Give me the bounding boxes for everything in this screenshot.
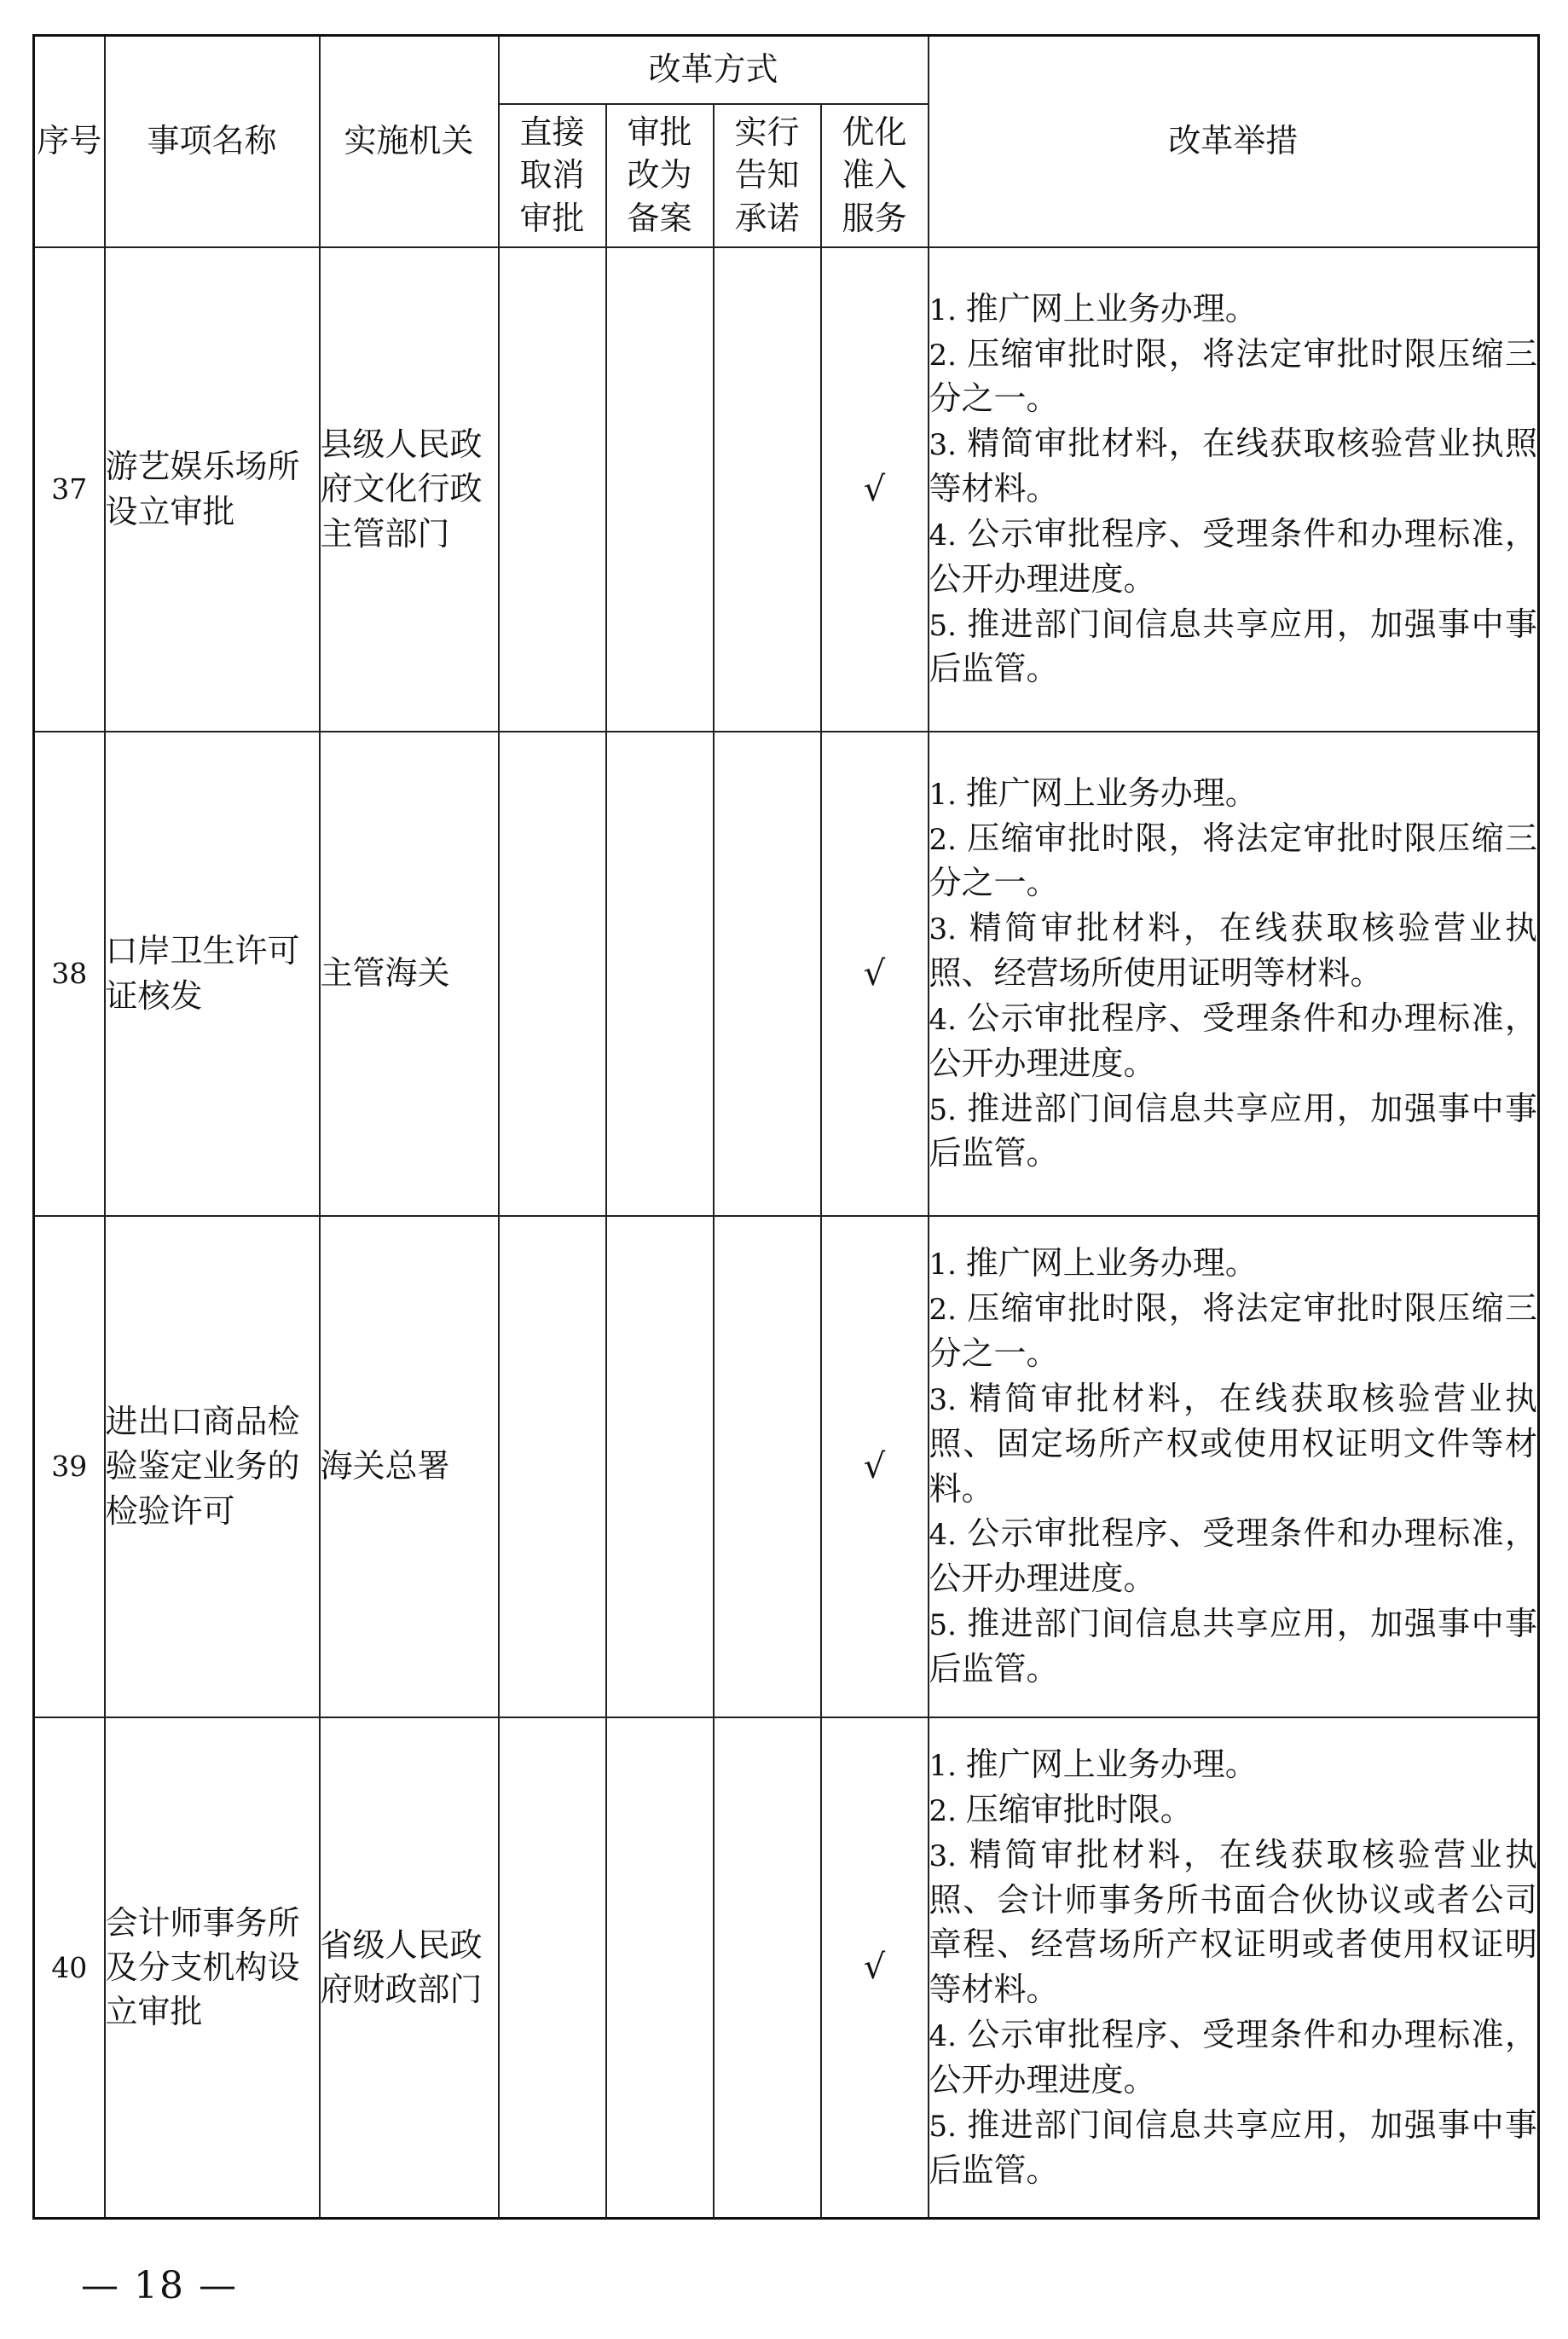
measure-item — [929, 1787, 1538, 1832]
measure-item — [929, 421, 1538, 512]
measure-dot: . — [947, 338, 968, 373]
measure-text: 公示审批程序、受理条件和办理标准，公开办理进度。 — [929, 999, 1537, 1082]
row-item-name: 口岸卫生许可证核发 — [105, 732, 320, 1216]
measure-item — [929, 906, 1538, 996]
measure-item — [929, 287, 1538, 332]
measure-text: 公示审批程序、受理条件和办理标准，公开办理进度。 — [929, 2016, 1537, 2099]
measure-item — [929, 1086, 1538, 1177]
measure-text: 推广网上业务办理。 — [965, 289, 1258, 327]
measure-text: 推进部门间信息共享应用，加强事中事后监管。 — [929, 605, 1537, 688]
measure-item — [929, 771, 1538, 816]
measure-dot: . — [947, 777, 966, 812]
measure-number: 4 — [929, 1518, 948, 1553]
measure-text: 精简审批材料，在线获取核验营业执照、经营场所使用证明等材料。 — [929, 909, 1538, 993]
measure-number: 4 — [929, 518, 948, 553]
reform-table — [32, 34, 1540, 2220]
header-method-notify — [714, 104, 821, 247]
row-method-notify — [714, 732, 821, 1216]
row-agency: 省级人民政府财政部门 — [320, 1717, 499, 2219]
header-method-cancel — [499, 104, 606, 247]
measure-item — [929, 816, 1538, 906]
header-method-label: 优化 准入 服务 — [842, 113, 907, 237]
header-method-filing — [606, 104, 714, 247]
measure-item — [929, 1241, 1538, 1286]
measure-number: 4 — [929, 1002, 948, 1037]
row-measures — [929, 1216, 1539, 1717]
header-method-label: 直接 取消 审批 — [519, 113, 585, 237]
row-item-name: 游艺娱乐场所设立审批 — [105, 247, 320, 732]
measure-dot: . — [947, 1518, 968, 1553]
header-method-label: 审批 改为 备案 — [627, 113, 692, 237]
measure-text: 压缩审批时限，将法定审批时限压缩三分之一。 — [929, 334, 1537, 418]
measure-item — [929, 2012, 1538, 2103]
header-method-label: 实行 告知 承诺 — [734, 113, 800, 237]
measure-number: 1 — [929, 1749, 948, 1784]
measure-text: 推进部门间信息共享应用，加强事中事后监管。 — [929, 1604, 1537, 1688]
measure-item — [929, 996, 1538, 1086]
measure-text: 压缩审批时限，将法定审批时限压缩三分之一。 — [929, 819, 1537, 902]
measure-number: 5 — [929, 1092, 948, 1127]
header-reform-method: 改革方式 — [499, 36, 929, 104]
measure-number: 5 — [929, 2109, 948, 2144]
measure-dot: . — [947, 1838, 969, 1873]
table-row — [34, 1717, 1539, 2219]
measure-dot: . — [947, 1293, 968, 1328]
measure-text: 压缩审批时限。 — [965, 1791, 1193, 1828]
measure-item — [929, 1601, 1538, 1692]
row-method-filing — [606, 247, 714, 732]
header-seq: 序号 — [34, 36, 105, 247]
measure-number: 1 — [929, 292, 948, 327]
measure-number: 1 — [929, 777, 948, 812]
row-method-cancel — [499, 1717, 606, 2219]
table-row — [34, 1216, 1539, 1717]
table-row — [34, 247, 1539, 732]
measure-text: 精简审批材料，在线获取核验营业执照等材料。 — [929, 425, 1537, 508]
measure-number: 5 — [929, 1607, 948, 1642]
measure-text: 压缩审批时限，将法定审批时限压缩三分之一。 — [929, 1289, 1537, 1373]
measure-number: 5 — [929, 608, 948, 643]
measure-dot: . — [947, 822, 968, 857]
row-item-name: 进出口商品检验鉴定业务的检验许可 — [105, 1216, 320, 1717]
measure-dot: . — [947, 1092, 968, 1127]
measure-number: 2 — [929, 338, 948, 373]
page-number: — 18 — — [81, 2264, 238, 2307]
measure-text: 公示审批程序、受理条件和办理标准，公开办理进度。 — [929, 514, 1537, 598]
row-seq: 38 — [34, 732, 105, 1216]
row-method-notify — [714, 1717, 821, 2219]
row-method-filing — [606, 1717, 714, 2219]
row-method-optimize-check: √ — [821, 1216, 929, 1717]
measure-item — [929, 512, 1538, 602]
row-agency: 县级人民政府文化行政主管部门 — [320, 247, 499, 732]
row-method-cancel — [499, 732, 606, 1216]
row-measures — [929, 1717, 1539, 2219]
measure-item — [929, 332, 1538, 422]
measure-dot: . — [947, 608, 968, 643]
row-item-name: 会计师事务所及分支机构设立审批 — [105, 1717, 320, 2219]
measure-number: 2 — [929, 1794, 948, 1828]
measure-text: 精简审批材料，在线获取核验营业执照、会计师事务所书面合伙协议或者公司章程、经营场所产权证明或者使用权证明等材料。 — [929, 1835, 1538, 2009]
measure-number: 1 — [929, 1248, 948, 1282]
measure-item — [929, 2103, 1538, 2193]
row-method-cancel — [499, 247, 606, 732]
measure-number: 3 — [929, 428, 948, 463]
measure-item — [929, 1511, 1538, 1601]
row-seq: 39 — [34, 1216, 105, 1717]
measure-text: 推广网上业务办理。 — [965, 1746, 1258, 1784]
row-method-optimize-check: √ — [821, 247, 929, 732]
row-method-optimize-check: √ — [821, 732, 929, 1216]
measure-dot: . — [947, 2109, 968, 2144]
measure-item — [929, 1286, 1538, 1376]
measure-dot: . — [947, 1248, 966, 1282]
row-method-filing — [606, 1216, 714, 1717]
row-agency: 海关总署 — [320, 1216, 499, 1717]
measure-number: 3 — [929, 1382, 948, 1417]
row-method-cancel — [499, 1216, 606, 1717]
measure-number: 4 — [929, 2019, 948, 2054]
measure-text: 推广网上业务办理。 — [965, 1244, 1258, 1282]
measure-item — [929, 1376, 1538, 1511]
measure-dot: . — [947, 1607, 968, 1642]
measure-item — [929, 1742, 1538, 1787]
measure-number: 2 — [929, 1293, 948, 1328]
row-agency: 主管海关 — [320, 732, 499, 1216]
header-method-optimize — [821, 104, 929, 247]
measure-text: 公示审批程序、受理条件和办理标准，公开办理进度。 — [929, 1514, 1537, 1598]
measure-dot: . — [947, 912, 969, 947]
measure-dot: . — [947, 292, 966, 327]
row-method-notify — [714, 247, 821, 732]
measure-dot: . — [947, 1794, 966, 1828]
measure-text: 精简审批材料，在线获取核验营业执照、固定场所产权或使用权证明文件等材料。 — [929, 1379, 1538, 1508]
row-method-notify — [714, 1216, 821, 1717]
table-row — [34, 732, 1539, 1216]
header-agency: 实施机关 — [320, 36, 499, 247]
measure-text: 推广网上业务办理。 — [965, 773, 1258, 812]
row-measures — [929, 732, 1539, 1216]
measure-number: 2 — [929, 822, 948, 857]
header-item-name: 事项名称 — [105, 36, 320, 247]
measure-dot: . — [947, 2019, 968, 2054]
measure-dot: . — [947, 1002, 968, 1037]
measure-item — [929, 602, 1538, 692]
row-method-optimize-check: √ — [821, 1717, 929, 2219]
measure-number: 3 — [929, 912, 948, 947]
measure-text: 推进部门间信息共享应用，加强事中事后监管。 — [929, 2105, 1537, 2189]
measure-dot: . — [947, 428, 968, 463]
row-seq: 37 — [34, 247, 105, 732]
measure-dot: . — [947, 1749, 966, 1784]
header-measures: 改革举措 — [929, 36, 1539, 247]
row-method-filing — [606, 732, 714, 1216]
row-measures — [929, 247, 1539, 732]
measure-dot: . — [947, 518, 968, 553]
measure-dot: . — [947, 1382, 969, 1417]
measure-number: 3 — [929, 1838, 948, 1873]
row-seq: 40 — [34, 1717, 105, 2219]
measure-item — [929, 1832, 1538, 2012]
measure-text: 推进部门间信息共享应用，加强事中事后监管。 — [929, 1089, 1537, 1172]
